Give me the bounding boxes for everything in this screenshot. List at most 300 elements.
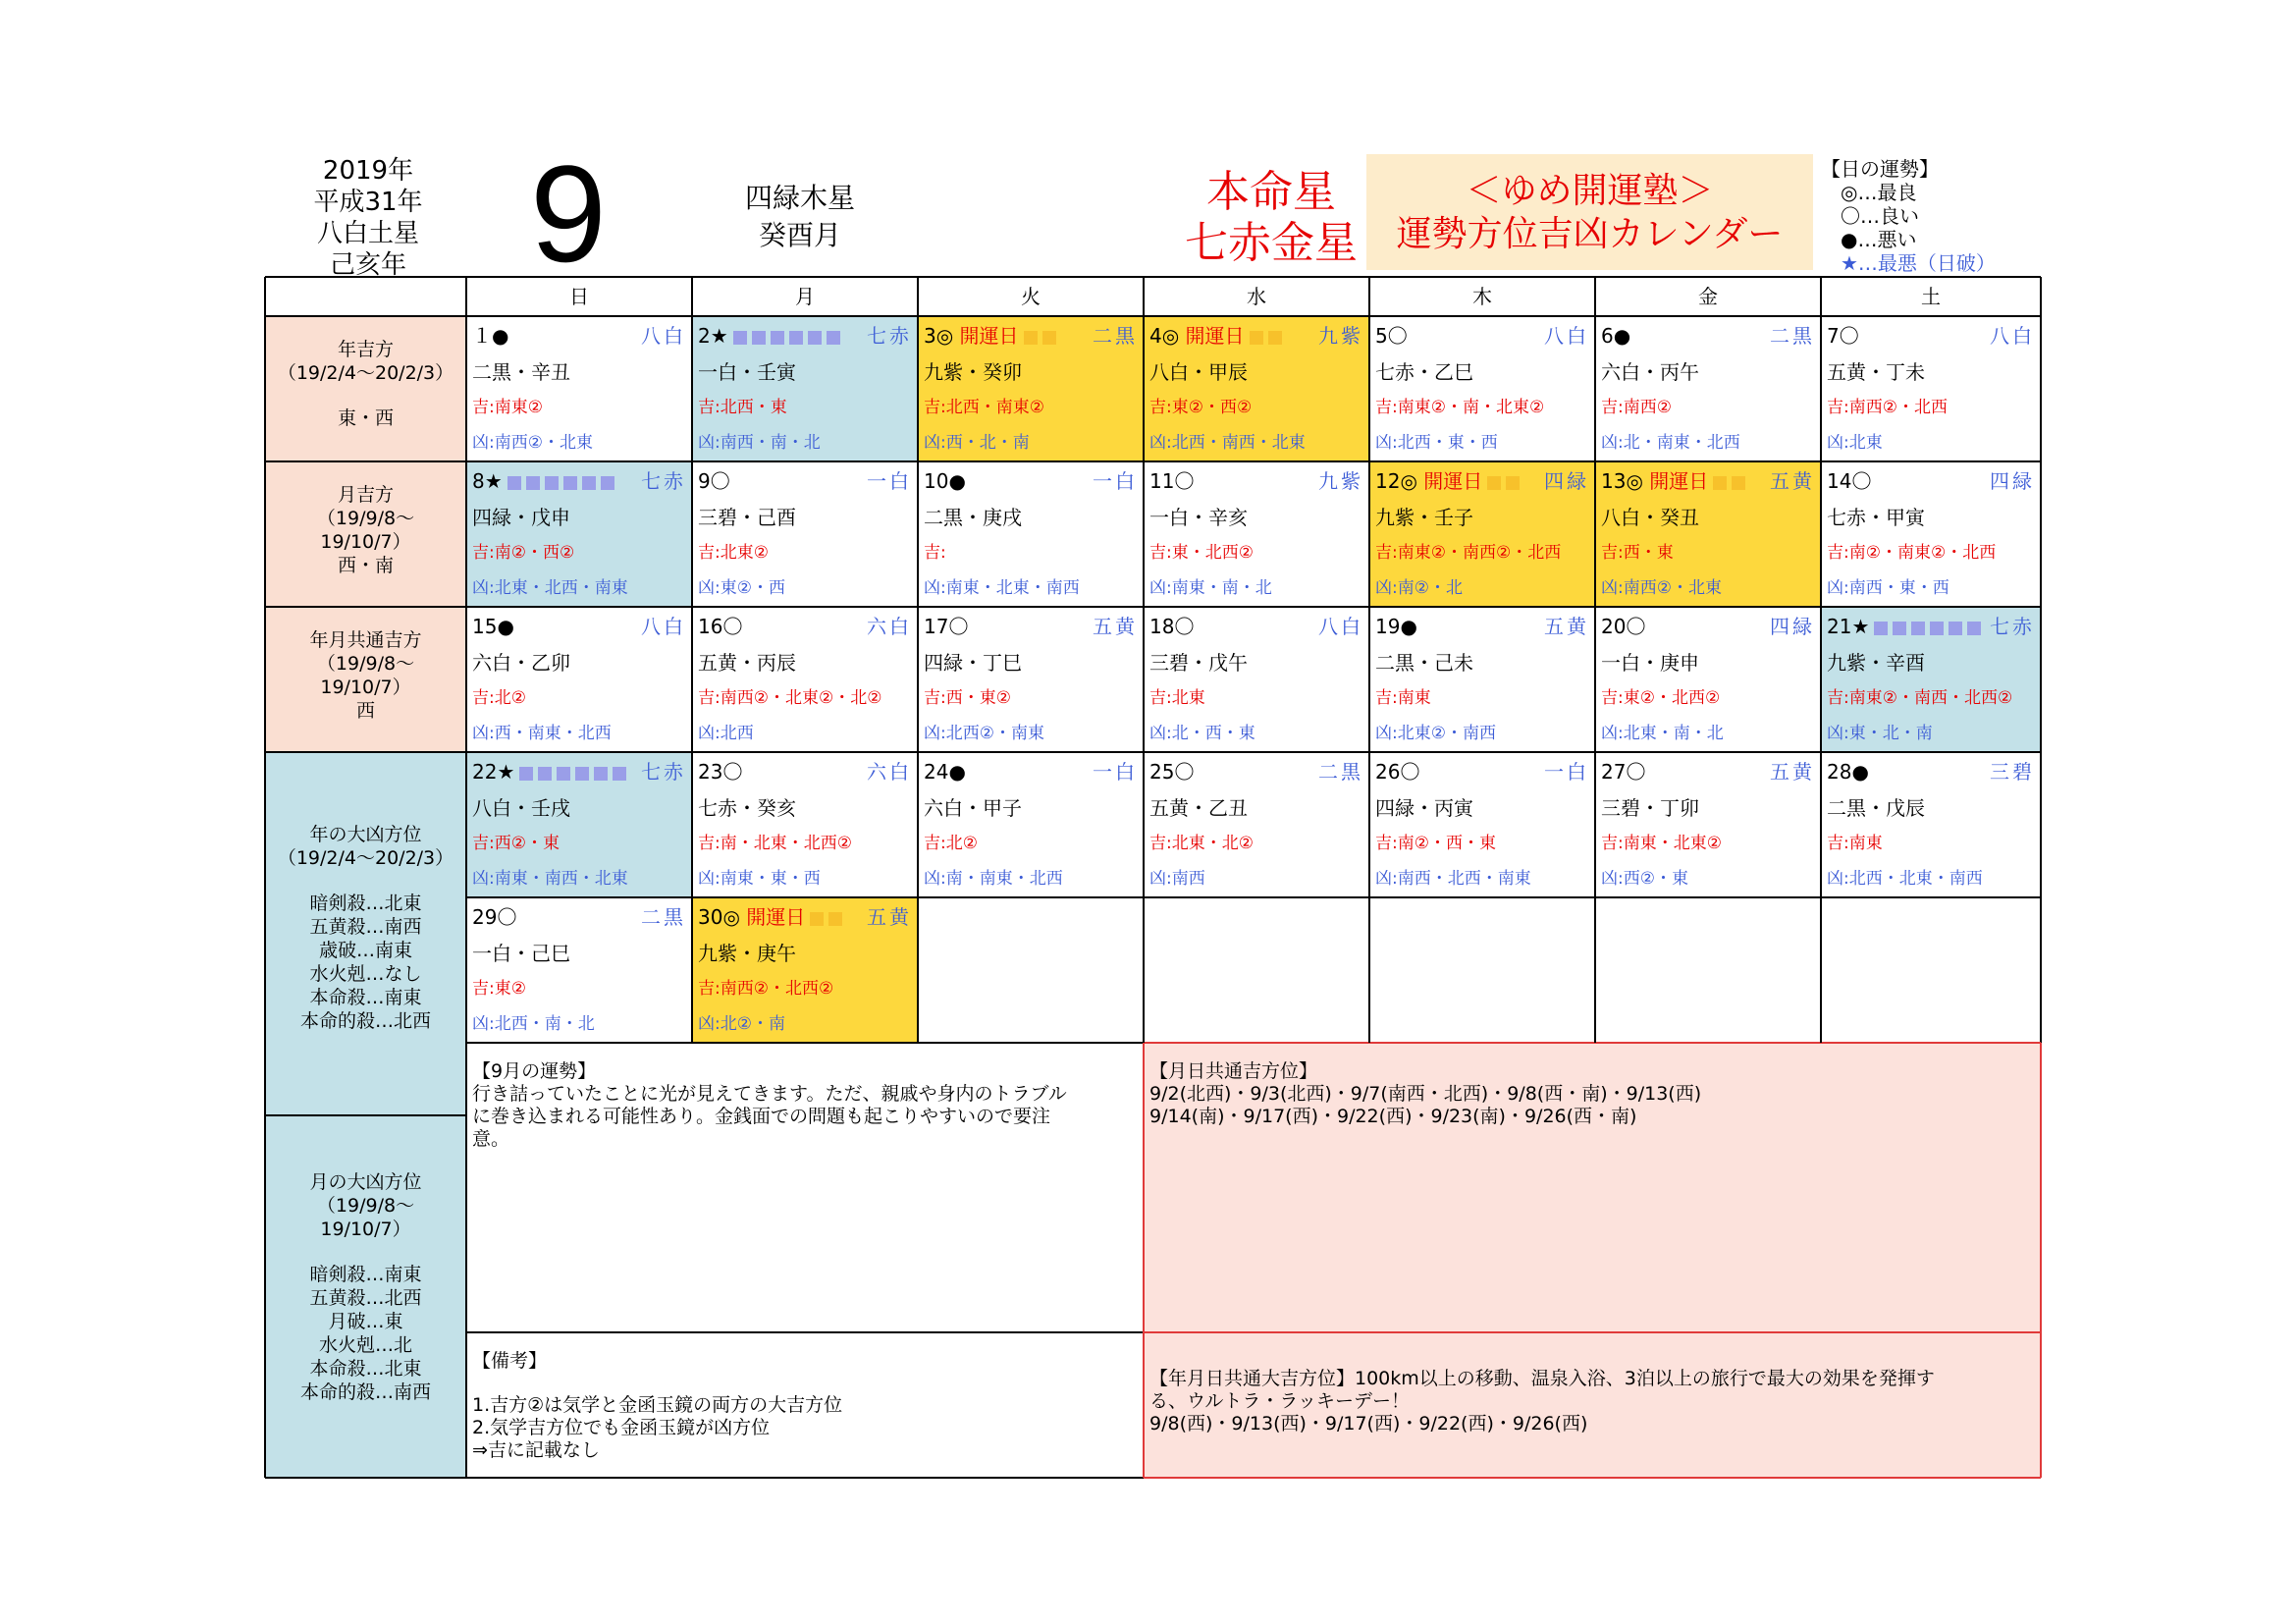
purple-square-icon: [538, 767, 552, 781]
day-star: 二黒: [1770, 324, 1815, 348]
day-cell[interactable]: [1369, 752, 1595, 897]
panel-title: 月吉方: [337, 484, 394, 506]
day-header: [1827, 322, 2035, 350]
day-lucky-directions: 吉:南東②・南・北東②: [1375, 398, 1545, 417]
bad-direction-line: 暗剣殺…北東: [309, 893, 422, 914]
yellow-square-icon: [1268, 331, 1282, 345]
day-lucky-directions: 吉:南西②: [1601, 398, 1672, 417]
day-lucky-directions: 吉:北東②: [698, 543, 769, 563]
day-star: 七赤: [641, 469, 686, 493]
panel-period: （19/9/8～: [316, 508, 415, 529]
weekday-header: 水: [1247, 285, 1266, 308]
day-header: [698, 758, 912, 785]
grid-line: [917, 277, 919, 1043]
note-title: 【月日共通吉方位】: [1149, 1060, 1318, 1082]
panel-title: 年吉方: [337, 339, 394, 360]
day-header: [472, 903, 686, 931]
day-cell[interactable]: [1595, 316, 1821, 461]
yellow-square-icon: [1487, 476, 1501, 490]
grid-line: [265, 276, 2041, 278]
day-star: 八白: [641, 615, 686, 638]
day-lucky-directions: 吉:南東: [1827, 834, 1883, 853]
day-number: 26〇: [1375, 760, 1420, 784]
day-header: [1601, 467, 1815, 495]
yellow-square-icon: [1042, 331, 1056, 345]
day-bad-directions: 凶:北西: [698, 724, 754, 743]
day-cell[interactable]: [1144, 607, 1369, 752]
month-info: [726, 180, 874, 254]
day-number: 3◎ 開運日: [924, 322, 1056, 350]
day-kanshi: 一白・庚申: [1601, 651, 1699, 675]
day-bad-directions: 凶:南東・南西・北東: [472, 869, 628, 889]
panel-period: 19/10/7）: [320, 531, 411, 553]
purple-square-icon: [507, 476, 521, 490]
day-common-lucky-note: [1144, 1043, 2041, 1332]
purple-square-icon: [601, 476, 614, 490]
day-cell[interactable]: [466, 752, 692, 897]
day-kanshi: 四緑・丙寅: [1375, 796, 1473, 820]
day-star: 四緑: [1544, 469, 1589, 493]
note-title: 【年月日共通大吉方位】100km以上の移動、温泉入浴、3泊以上の旅行で最大の効果を発揮す る、ウルトラ・ラッキーデー！: [1149, 1368, 1935, 1412]
day-lucky-directions: 吉:北東: [1149, 688, 1205, 708]
day-cell[interactable]: [466, 461, 692, 607]
day-cell[interactable]: [1595, 607, 1821, 752]
day-bad-directions: 凶:北西・南・北: [472, 1014, 595, 1034]
day-star: 七赤: [641, 760, 686, 784]
day-cell[interactable]: [466, 607, 692, 752]
purple-square-icon: [582, 476, 596, 490]
day-lucky-directions: 吉:南東・北東②: [1601, 834, 1722, 853]
day-header: [1827, 467, 2035, 495]
day-lucky-directions: 吉:北東・北②: [1149, 834, 1254, 853]
day-header: [1375, 613, 1589, 640]
calendar-title: [1366, 154, 1813, 270]
day-bad-directions: 凶:南西②・北東: [1601, 578, 1722, 598]
day-lucky-directions: 吉:南東: [1375, 688, 1431, 708]
kaiun-label: 開運日: [1642, 469, 1709, 493]
day-number: 16〇: [698, 615, 743, 638]
day-header: [1601, 758, 1815, 785]
big-lucky-note: [1144, 1332, 2041, 1478]
day-number: 14〇: [1827, 469, 1872, 493]
day-number: １●: [472, 324, 509, 348]
day-header: [1827, 613, 2035, 640]
day-kanshi: 二黒・辛丑: [472, 360, 570, 384]
day-lucky-directions: 吉:: [924, 543, 946, 563]
month-kanshi-line: 癸酉月: [758, 219, 841, 251]
year-info: [294, 155, 442, 281]
day-header: [1601, 613, 1815, 640]
day-star: 五黄: [867, 905, 912, 929]
grid-line: [265, 460, 2041, 462]
era-line: 平成31年: [313, 188, 423, 217]
day-cell[interactable]: [918, 316, 1144, 461]
grid-line: [265, 751, 2041, 753]
day-lucky-directions: 吉:北西・東: [698, 398, 787, 417]
day-header: [698, 613, 912, 640]
day-bad-directions: 凶:南②・北: [1375, 578, 1463, 598]
weekday-header: 月: [795, 285, 815, 308]
yellow-square-icon: [828, 912, 842, 926]
day-kanshi: 三碧・戊午: [1149, 651, 1248, 675]
day-number: 6●: [1601, 324, 1631, 348]
month-star-line: 四緑木星: [744, 182, 855, 214]
panel-value: 西: [355, 700, 375, 722]
day-lucky-directions: 吉:南東②・南西②・北西: [1375, 543, 1562, 563]
day-header: [1375, 758, 1589, 785]
grid-line: [1143, 277, 1145, 1043]
day-kanshi: 二黒・戊辰: [1827, 796, 1925, 820]
day-bad-directions: 凶:北東②・南西: [1375, 724, 1496, 743]
day-number: 5〇: [1375, 324, 1408, 348]
year-bad-panel: [265, 752, 466, 1115]
day-header: [924, 467, 1138, 495]
day-cell[interactable]: [1144, 316, 1369, 461]
bad-direction-line: 水火剋…なし: [309, 963, 422, 985]
day-star: 八白: [1990, 324, 2035, 348]
day-number: 24●: [924, 760, 966, 784]
title-brand: ＜ゆめ開運塾＞: [1466, 171, 1714, 211]
bad-direction-line: 水火剋…北: [318, 1334, 412, 1356]
day-cell[interactable]: [692, 461, 918, 607]
day-cell[interactable]: [1821, 607, 2041, 752]
bad-direction-line: 本命殺…南東: [309, 987, 422, 1008]
day-star: 五黄: [1770, 760, 1815, 784]
day-cell[interactable]: [1821, 316, 2041, 461]
day-cell[interactable]: [1821, 461, 2041, 607]
year-kanshi-line: 己亥年: [329, 250, 406, 280]
day-star: 二黒: [1093, 324, 1138, 348]
note-title: 【備考】: [472, 1350, 548, 1372]
day-bad-directions: 凶:南東・東・西: [698, 869, 821, 889]
day-bad-directions: 凶:北東: [1827, 433, 1883, 453]
day-bad-directions: 凶:南西・南・北: [698, 433, 821, 453]
purple-square-icon: [519, 767, 533, 781]
purple-square-icon: [1949, 622, 1962, 635]
grid-line: [1144, 1477, 2041, 1479]
day-number: 30◎ 開運日: [698, 903, 842, 931]
day-bad-directions: 凶:南西②・北東: [472, 433, 593, 453]
day-header: [698, 467, 912, 495]
day-star: 三碧: [1990, 760, 2035, 784]
day-lucky-directions: 吉:東・北西②: [1149, 543, 1254, 563]
day-kanshi: 九紫・癸卯: [924, 360, 1022, 384]
day-bad-directions: 凶:北西②・南東: [924, 724, 1044, 743]
day-kanshi: 四緑・戊申: [472, 506, 570, 529]
purple-square-icon: [733, 331, 747, 345]
day-cell[interactable]: [1595, 752, 1821, 897]
grid-line: [264, 277, 266, 1478]
yellow-square-icon: [810, 912, 824, 926]
purple-square-icon: [1874, 622, 1888, 635]
bad-direction-line: 暗剣殺…南東: [309, 1264, 422, 1285]
day-bad-directions: 凶:北②・南: [698, 1014, 785, 1034]
day-lucky-directions: 吉:南②・南東②・北西: [1827, 543, 1997, 563]
day-lucky-directions: 吉:南西②・北西②: [698, 979, 834, 999]
day-bad-directions: 凶:東・北・南: [1827, 724, 1933, 743]
grid-line: [2040, 1043, 2042, 1478]
day-star: 一白: [1093, 469, 1138, 493]
grid-line: [265, 1114, 466, 1116]
day-lucky-directions: 吉:南東②・南西・北西②: [1827, 688, 2013, 708]
legend-bad: ●…悪い: [1841, 228, 1917, 251]
day-kanshi: 三碧・己酉: [698, 506, 796, 529]
day-bad-directions: 凶:北西・東・西: [1375, 433, 1498, 453]
day-cell[interactable]: [1595, 461, 1821, 607]
purple-square-icon: [752, 331, 766, 345]
yellow-square-icon: [1506, 476, 1520, 490]
day-lucky-directions: 吉:南西②・北西: [1827, 398, 1948, 417]
day-kanshi: 一白・壬寅: [698, 360, 796, 384]
day-header: [924, 758, 1138, 785]
weekday-header: 日: [569, 285, 589, 308]
grid-line: [1594, 277, 1596, 1043]
day-kanshi: 八白・壬戌: [472, 796, 570, 820]
day-header: [472, 758, 686, 785]
panel-period: 19/10/7）: [320, 677, 411, 698]
day-number: 9〇: [698, 469, 730, 493]
yellow-square-icon: [1024, 331, 1038, 345]
day-number: 19●: [1375, 615, 1417, 638]
day-header: [1375, 467, 1589, 495]
day-bad-directions: 凶:北・南東・北西: [1601, 433, 1740, 453]
day-header: [698, 903, 912, 931]
day-star: 八白: [1544, 324, 1589, 348]
grid-line: [466, 1042, 1144, 1044]
day-kanshi: 八白・甲辰: [1149, 360, 1248, 384]
day-number: 23〇: [698, 760, 743, 784]
day-lucky-directions: 吉:南②・西②: [472, 543, 575, 563]
day-kanshi: 四緑・丁巳: [924, 651, 1022, 675]
monthly-fortune-note: [466, 1043, 1144, 1332]
day-number: 10●: [924, 469, 966, 493]
day-bad-directions: 凶:北東・南・北: [1601, 724, 1724, 743]
kaiun-label: 開運日: [1179, 324, 1245, 348]
honmei-star: [1153, 167, 1389, 269]
yellow-square-icon: [1713, 476, 1727, 490]
day-number: 8★: [472, 467, 614, 495]
purple-square-icon: [771, 331, 784, 345]
day-bad-directions: 凶:南東・北東・南西: [924, 578, 1080, 598]
panel-title: 年月共通吉方: [309, 629, 422, 651]
day-star: 七赤: [1990, 615, 2035, 638]
day-star: 六白: [867, 760, 912, 784]
day-kanshi: 一白・己巳: [472, 942, 570, 965]
note-body: 1.吉方②は気学と金函玉鏡の両方の大吉方位 2.気学吉方位でも金函玉鏡が凶方位 ⇒吉に記載なし: [472, 1394, 843, 1461]
day-star: 四緑: [1770, 615, 1815, 638]
day-number: 7〇: [1827, 324, 1859, 348]
day-star: 一白: [867, 469, 912, 493]
purple-square-icon: [526, 476, 540, 490]
day-kanshi: 三碧・丁卯: [1601, 796, 1699, 820]
day-number: 17〇: [924, 615, 969, 638]
bad-direction-line: 五黄殺…北西: [309, 1287, 422, 1309]
day-star: 九紫: [1318, 324, 1363, 348]
day-lucky-directions: 吉:南東②: [472, 398, 543, 417]
day-kanshi: 九紫・壬子: [1375, 506, 1473, 529]
day-cell[interactable]: [1369, 607, 1595, 752]
bad-direction-line: 月破…東: [328, 1311, 403, 1332]
day-header: [1827, 758, 2035, 785]
purple-square-icon: [1911, 622, 1925, 635]
note-body: 9/8(西)・9/13(西)・9/17(西)・9/22(西)・9/26(西): [1149, 1413, 1588, 1435]
day-lucky-directions: 吉:北西・南東②: [924, 398, 1044, 417]
month-lucky-panel: [265, 461, 466, 607]
kaiun-label: 開運日: [739, 905, 806, 929]
legend-title: 【日の運勢】: [1821, 157, 1939, 181]
grid-line: [265, 315, 2041, 317]
day-cell[interactable]: [1821, 752, 2041, 897]
legend: [1821, 157, 1996, 275]
grid-line: [1143, 1043, 1145, 1478]
day-number: 29〇: [472, 905, 517, 929]
day-header: [1149, 758, 1363, 785]
day-bad-directions: 凶:北・西・東: [1149, 724, 1255, 743]
grid-line: [466, 896, 2041, 898]
day-number: 25〇: [1149, 760, 1195, 784]
day-cell[interactable]: [692, 316, 918, 461]
weekday-header: 土: [1921, 285, 1941, 308]
purple-square-icon: [827, 331, 840, 345]
day-star: 二黒: [641, 905, 686, 929]
day-cell[interactable]: [692, 607, 918, 752]
grid-line: [1820, 277, 1822, 1043]
yellow-square-icon: [1732, 476, 1745, 490]
day-cell[interactable]: [692, 897, 918, 1043]
purple-square-icon: [613, 767, 626, 781]
day-lucky-directions: 吉:西・東②: [924, 688, 1011, 708]
grid-line: [466, 1331, 1144, 1333]
day-number: 27〇: [1601, 760, 1646, 784]
kaiun-label: 開運日: [953, 324, 1019, 348]
day-bad-directions: 凶:西・北・南: [924, 433, 1030, 453]
panel-period: 19/10/7）: [320, 1218, 411, 1240]
day-number: 4◎ 開運日: [1149, 322, 1282, 350]
panel-period: （19/2/4～20/2/3）: [277, 362, 454, 384]
bad-direction-line: 本命的殺…南西: [299, 1381, 431, 1403]
day-lucky-directions: 吉:西・東: [1601, 543, 1674, 563]
day-star: 五黄: [1770, 469, 1815, 493]
day-header: [1149, 467, 1363, 495]
weekday-header: 火: [1021, 285, 1041, 308]
year-line: 2019年: [322, 156, 414, 186]
day-kanshi: 六白・丙午: [1601, 360, 1699, 384]
day-bad-directions: 凶:西②・東: [1601, 869, 1688, 889]
day-kanshi: 七赤・癸亥: [698, 796, 796, 820]
day-bad-directions: 凶:西・南東・北西: [472, 724, 612, 743]
day-cell[interactable]: [918, 461, 1144, 607]
note-body: 9/2(北西)・9/3(北西)・9/7(南西・北西)・9/8(西・南)・9/13(西) 9/14(南)・9/17(西)・9/22(西)・9/23(南)・9/26(西・南): [1149, 1083, 1702, 1127]
year-star-line: 八白土星: [316, 219, 419, 248]
day-kanshi: 五黄・丁未: [1827, 360, 1925, 384]
day-cell[interactable]: [466, 316, 692, 461]
day-cell[interactable]: [918, 752, 1144, 897]
spacer: [265, 385, 466, 406]
bad-direction-line: 本命殺…北東: [309, 1358, 422, 1380]
panel-value: 東・西: [337, 407, 394, 429]
day-number: 20〇: [1601, 615, 1646, 638]
legend-best: ◎…最良: [1841, 181, 1917, 204]
purple-square-icon: [557, 767, 570, 781]
day-kanshi: 七赤・甲寅: [1827, 506, 1925, 529]
day-header: [472, 613, 686, 640]
bad-direction-line: 歳破…南東: [318, 940, 412, 961]
day-star: 四緑: [1990, 469, 2035, 493]
month-bad-panel: [265, 1115, 466, 1478]
day-bad-directions: 凶:北東・北西・南東: [472, 578, 628, 598]
note-body: 行き詰っていたことに光が見えてきます。ただ、親戚や身内のトラブル に巻き込まれる可能性あり。金銭面での問題も起こりやすいので要注 意。: [472, 1083, 1067, 1150]
day-bad-directions: 凶:南・南東・北西: [924, 869, 1063, 889]
day-star: 八白: [1318, 615, 1363, 638]
panel-period: （19/9/8～: [316, 653, 415, 675]
day-cell[interactable]: [1369, 316, 1595, 461]
day-number: 28●: [1827, 760, 1869, 784]
legend-good: 〇…良い: [1841, 204, 1919, 228]
day-cell[interactable]: [466, 897, 692, 1043]
day-kanshi: 一白・辛亥: [1149, 506, 1248, 529]
panel-title: 年の大凶方位: [309, 824, 422, 845]
day-number: 18〇: [1149, 615, 1195, 638]
day-star: 五黄: [1093, 615, 1138, 638]
day-lucky-directions: 吉:北②: [472, 688, 526, 708]
day-bad-directions: 凶:南西・東・西: [1827, 578, 1949, 598]
day-lucky-directions: 吉:南②・西・東: [1375, 834, 1496, 853]
day-cell[interactable]: [692, 752, 918, 897]
day-star: 一白: [1544, 760, 1589, 784]
weekday-header: 金: [1698, 285, 1718, 308]
day-lucky-directions: 吉:東②: [472, 979, 526, 999]
day-lucky-directions: 吉:西②・東: [472, 834, 560, 853]
legend-worst: ★…最悪（日破）: [1841, 251, 1996, 275]
grid-line: [265, 1477, 1144, 1479]
day-cell[interactable]: [1144, 752, 1369, 897]
day-star: 七赤: [867, 324, 912, 348]
day-number: 13◎ 開運日: [1601, 467, 1745, 495]
day-kanshi: 五黄・丙辰: [698, 651, 796, 675]
day-cell[interactable]: [1144, 461, 1369, 607]
bad-direction-line: 五黄殺…南西: [309, 916, 422, 938]
purple-square-icon: [594, 767, 608, 781]
day-header: [1149, 613, 1363, 640]
day-header: [924, 613, 1138, 640]
day-cell[interactable]: [918, 607, 1144, 752]
day-header: [1601, 322, 1815, 350]
day-header: [1149, 322, 1363, 350]
month-number: 9: [530, 136, 607, 291]
day-star: 六白: [867, 615, 912, 638]
purple-square-icon: [575, 767, 589, 781]
day-kanshi: 二黒・己未: [1375, 651, 1473, 675]
purple-square-icon: [808, 331, 822, 345]
spacer: [265, 870, 466, 892]
day-lucky-directions: 吉:北②: [924, 834, 978, 853]
day-bad-directions: 凶:北西・北東・南西: [1827, 869, 1983, 889]
panel-period: （19/9/8～: [316, 1195, 415, 1217]
day-cell[interactable]: [1369, 461, 1595, 607]
day-lucky-directions: 吉:東②・西②: [1149, 398, 1253, 417]
day-bad-directions: 凶:南西: [1149, 869, 1205, 889]
day-bad-directions: 凶:南東・南・北: [1149, 578, 1272, 598]
purple-square-icon: [1967, 622, 1981, 635]
day-header: [924, 322, 1138, 350]
calendar-grid: [265, 277, 2041, 1478]
day-kanshi: 五黄・乙丑: [1149, 796, 1248, 820]
day-header: [472, 467, 686, 495]
panel-value: 西・南: [337, 555, 394, 576]
day-kanshi: 九紫・庚午: [698, 942, 796, 965]
yellow-square-icon: [1250, 331, 1263, 345]
day-kanshi: 九紫・辛酉: [1827, 651, 1925, 675]
